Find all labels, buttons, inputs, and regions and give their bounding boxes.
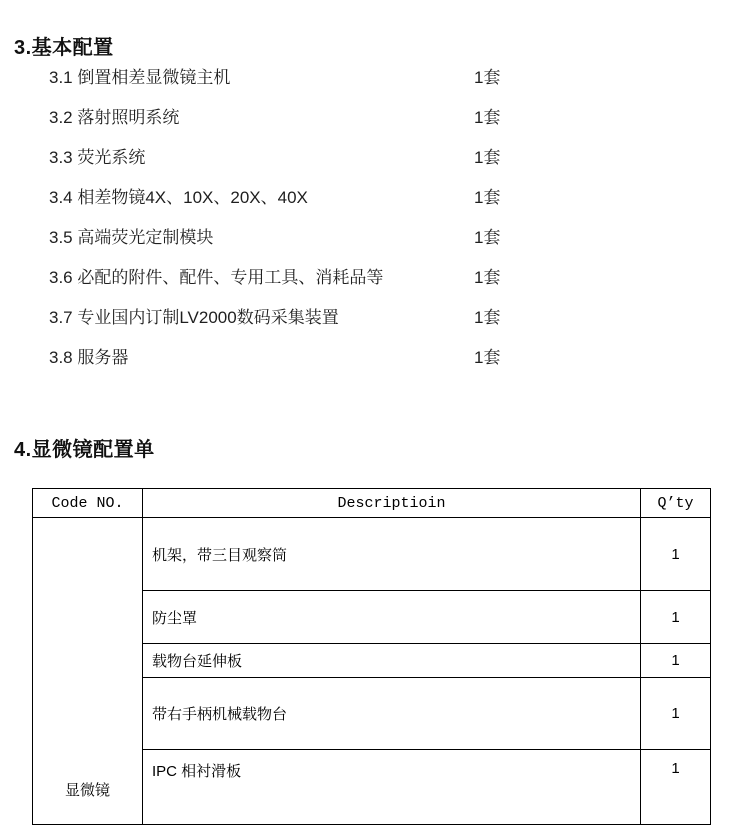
table-cell-qty: 1 — [641, 591, 711, 644]
section-4-heading: 4.显微镜配置单 — [14, 439, 155, 461]
table-cell-description: 防尘罩 — [143, 591, 641, 644]
list-item-qty: 1套 — [474, 308, 501, 327]
list-item — [0, 67, 750, 89]
table-cell-description: 机架，带三目观察筒 — [143, 518, 641, 591]
list-item — [0, 107, 750, 129]
table-header-qty: Q’ty — [641, 489, 711, 518]
table-row — [33, 518, 711, 591]
list-item-label: 3.8 服务器 — [49, 348, 129, 367]
section-3-heading: 3.基本配置 — [14, 37, 114, 59]
table-cell-description: IPC 相衬滑板 — [143, 750, 641, 825]
list-item-label: 3.1 倒置相差显微镜主机 — [49, 68, 231, 87]
list-item-qty: 1套 — [474, 108, 501, 127]
table-header-row — [33, 489, 711, 518]
list-item — [0, 187, 750, 209]
table-header-code-no: Code NO. — [33, 489, 143, 518]
table-cell-qty: 1 — [641, 518, 711, 591]
list-item-label: 3.2 落射照明系统 — [49, 108, 180, 127]
list-item-qty: 1套 — [474, 348, 501, 367]
list-item-label: 3.7 专业国内订制LV2000数码采集装置 — [49, 308, 339, 327]
list-item — [0, 347, 750, 369]
list-item — [0, 267, 750, 289]
list-item-label: 3.6 必配的附件、配件、专用工具、消耗品等 — [49, 268, 384, 287]
list-item-qty: 1套 — [474, 188, 501, 207]
list-item — [0, 147, 750, 169]
list-item — [0, 307, 750, 329]
table-cell-qty: 1 — [641, 750, 711, 825]
table-cell-description: 载物台延伸板 — [143, 644, 641, 678]
list-item-qty: 1套 — [474, 268, 501, 287]
microscope-config-table — [32, 488, 711, 825]
table-cell-qty: 1 — [641, 644, 711, 678]
table-cell-description: 带右手柄机械载物台 — [143, 678, 641, 750]
list-item-qty: 1套 — [474, 148, 501, 167]
list-item — [0, 227, 750, 249]
list-item-qty: 1套 — [474, 68, 501, 87]
code-group-cell — [33, 518, 143, 825]
table-header-description: Descriptioin — [143, 489, 641, 518]
list-item-label: 3.3 荧光系统 — [49, 148, 146, 167]
code-group-label: 显微镜 — [64, 782, 110, 799]
table-cell-qty: 1 — [641, 678, 711, 750]
list-item-qty: 1套 — [474, 228, 501, 247]
list-item-label: 3.4 相差物镜4X、10X、20X、40X — [49, 188, 308, 207]
list-item-label: 3.5 高端荧光定制模块 — [49, 228, 214, 247]
